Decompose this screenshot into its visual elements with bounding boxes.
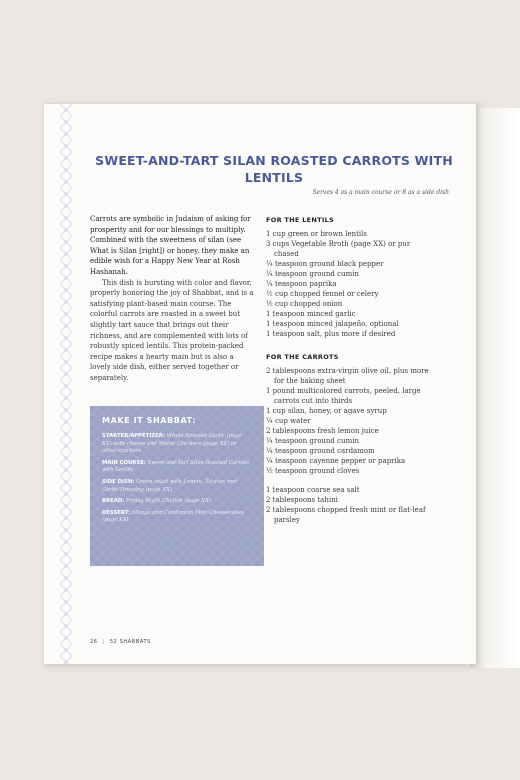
ingredient-item: 1 cup green or brown lentils xyxy=(266,230,367,238)
recipe-title: SWEET-AND-TART SILAN ROASTED CARROTS WITH LENTILS xyxy=(95,153,453,185)
menu-item-label: MAIN COURSE: xyxy=(102,459,146,466)
ingredient-item: 1 teaspoon minced jalapeño, optional xyxy=(266,320,399,328)
page-footer xyxy=(90,639,151,645)
ingredient-item: ¼ teaspoon ground black pepper xyxy=(266,260,384,268)
ingredient-item: 1 pound multicolored carrots, peeled, large carrots cut into thirds xyxy=(266,387,421,405)
ingredient-item: ½ teaspoon ground cloves xyxy=(266,467,360,475)
facing-page-edge xyxy=(470,108,520,668)
ingredient-item: 2 tablespoons fresh lemon juice xyxy=(266,427,379,435)
carrots-ingredient-list xyxy=(266,366,436,476)
menu-item-bread xyxy=(102,498,252,506)
menu-item-text: Friday Night Challah (page XX) xyxy=(126,498,211,505)
book-title: 52 SHABBATS xyxy=(109,639,151,645)
book-page xyxy=(44,104,476,664)
carrots-finishing-list xyxy=(266,485,436,525)
ingredient-item: ¼ teaspoon ground cumin xyxy=(266,270,359,278)
ingredient-item: 2 tablespoons chopped fresh mint or flat-leaf parsley xyxy=(266,506,426,524)
intro-paragraph-2: This dish is bursting with color and flavor, properly honoring the joy of Shabbat, and is a satisfying plant-based main course. The colorful carrots are roasted in a sweet but slightly tart sauce that brings out their richness, and are complemented with lots of robustly spiced lentils. This protein-packed recipe makes a hearty main but is also a lovely side dish, either served together or separately. xyxy=(90,278,254,382)
make-it-shabbat-heading: MAKE IT SHABBAT: xyxy=(102,416,197,425)
ingredient-item: 2 tablespoons extra-virgin olive oil, plus more for the baking sheet xyxy=(266,367,429,385)
ingredient-item: ½ cup chopped onion xyxy=(266,300,343,308)
decorative-pattern-strip xyxy=(60,104,72,664)
ingredient-item: 1 cup silan, honey, or agave syrup xyxy=(266,407,387,415)
menu-item-dessert xyxy=(102,510,252,525)
ingredient-item: ¼ teaspoon ground cumin xyxy=(266,437,359,445)
ingredient-item: 1 teaspoon salt, plus more if desired xyxy=(266,330,396,338)
ingredient-item: ½ cup chopped fennel or celery xyxy=(266,290,379,298)
menu-item-label: BREAD: xyxy=(102,498,125,505)
ingredient-item: ¼ teaspoon cayenne pepper or paprika xyxy=(266,457,406,465)
menu-item-text: Whole Roasted Garlic (page XX) with cheese and Matzo Crackers (page XX) or other crackers xyxy=(102,433,242,455)
menu-item-text: Mango and Cardamom Mini Cheesecakes (page XX) xyxy=(102,509,244,524)
ingredient-item: 1 teaspoon minced garlic xyxy=(266,310,356,318)
make-it-shabbat-box xyxy=(90,406,264,566)
ingredient-item: 1 teaspoon coarse sea salt xyxy=(266,486,360,494)
intro-paragraph-1: Carrots are symbolic in Judaism of asking for prosperity and for our blessings to multiply. Combined with the sweetness of silan (see What is Silan [right]) or honey, they make an edible wish for a Happy New Year at Rosh Hashanah. xyxy=(90,215,251,276)
lentils-heading: FOR THE LENTILS xyxy=(266,216,335,224)
page-number: 26 xyxy=(90,639,98,645)
lentils-ingredient-list xyxy=(266,229,436,339)
ingredient-item: ¼ teaspoon ground cardamom xyxy=(266,447,375,455)
menu-item-starter xyxy=(102,433,252,456)
serves-note: Serves 4 as a main course or 8 as a side dish xyxy=(312,189,449,196)
ingredient-item: 2 tablespoons tahini xyxy=(266,496,338,504)
ingredient-item: ¼ cup water xyxy=(266,417,311,425)
menu-item-label: DESSERT: xyxy=(102,509,131,516)
menu-item-text: Green salad with Lemon, Za'atar, and Garlic Dressing (page XX) xyxy=(102,478,238,493)
carrots-heading: FOR THE CARROTS xyxy=(266,353,339,361)
ingredient-item: 3 cups Vegetable Broth (page XX) or pur chased xyxy=(266,240,411,258)
menu-item-label: SIDE DISH: xyxy=(102,478,135,485)
intro-text xyxy=(90,214,256,384)
menu-item-label: STARTER/APPETIZER: xyxy=(102,433,165,439)
ingredient-item: ¼ teaspoon paprika xyxy=(266,280,337,288)
menu-item-text: Sweet-and-Tart Silan Roasted Carrots with Lentils xyxy=(102,459,250,474)
footer-separator: | xyxy=(102,639,105,645)
ingredients-column xyxy=(266,215,436,525)
menu-item-side-dish xyxy=(102,479,252,494)
menu-item-main-course xyxy=(102,460,252,475)
